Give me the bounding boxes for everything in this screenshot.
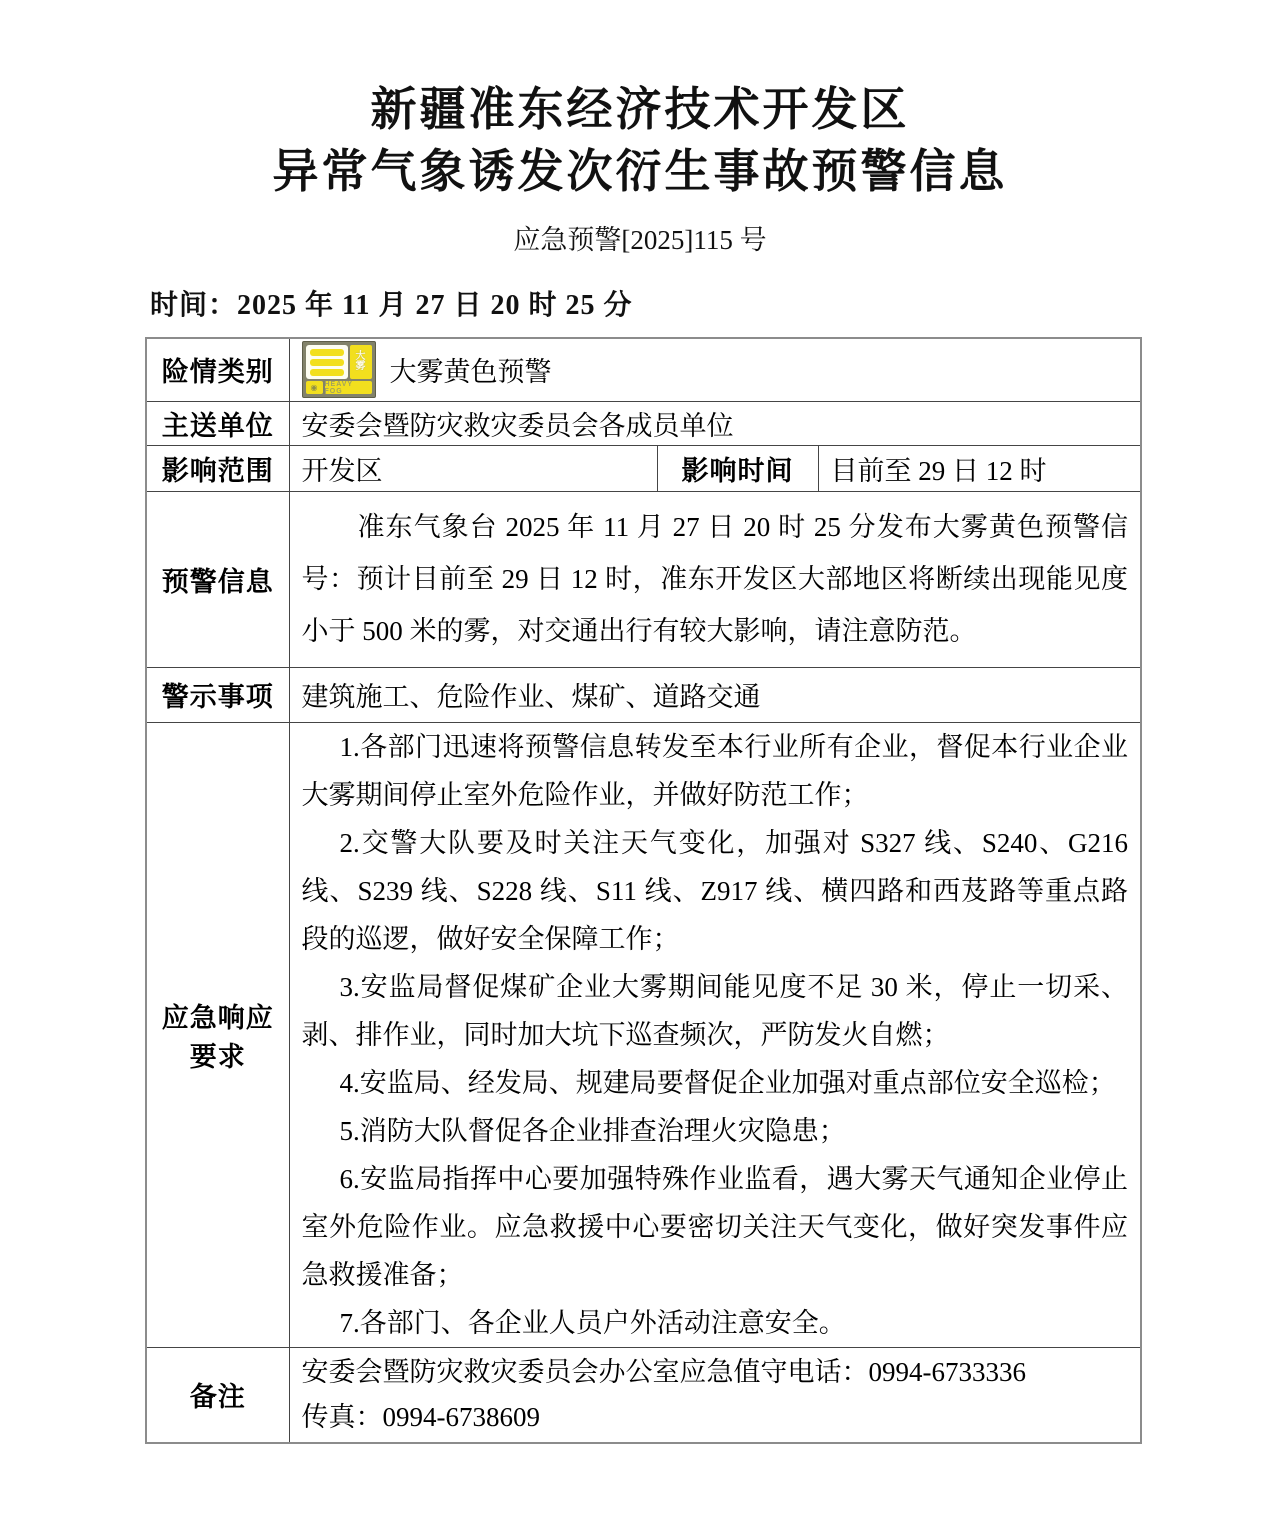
warning-items-value: 建筑施工、危险作业、煤矿、道路交通 <box>289 667 1141 722</box>
table-row <box>146 401 1141 445</box>
remarks-phone: 安委会暨防灾救灾委员会办公室应急值守电话：0994-6733336 <box>301 1356 1026 1387</box>
impact-time-label: 影响时间 <box>657 445 818 491</box>
warning-info-text: 准东气象台 2025 年 11 月 27 日 20 时 25 分发布大雾黄色预警信号：预计目前至 29 日 12 时，准东开发区大部地区将断续出现能见度小于 500 米的雾，对交通出行有较大影响，请注意防范。 <box>301 512 1129 646</box>
table-row <box>146 445 1141 491</box>
fog-symbol <box>306 345 348 379</box>
table-row <box>146 667 1141 722</box>
risk-type-value: 大雾黄色预警 <box>389 357 552 388</box>
cma-emblem-icon: ◉ <box>306 381 323 394</box>
response-item: 3.安监局督促煤矿企业大雾期间能见度不足 30 米，停止一切采、剥、排作业，同时加大坑下巡查频次，严防发火自燃； <box>301 971 1129 1050</box>
fog-icon-label: 大 雾 <box>350 345 372 379</box>
warning-info-cell <box>289 491 1141 667</box>
response-item: 1.各部门迅速将预警信息转发至本行业所有企业，督促本行业企业大雾期间停止室外危险作业，并做好防范工作； <box>301 731 1129 810</box>
warning-items-label: 警示事项 <box>146 667 289 722</box>
document-title-line2: 异常气象诱发次衍生事故预警信息 <box>272 145 1008 197</box>
table-row <box>146 491 1141 667</box>
remarks-cell <box>289 1347 1141 1443</box>
fog-yellow-warning-icon <box>302 341 376 398</box>
response-item: 5.消防大队督促各企业排查治理火灾隐患； <box>339 1115 846 1146</box>
remarks-fax: 传真：0994-6738609 <box>301 1401 540 1432</box>
warning-info-label: 预警信息 <box>146 491 289 667</box>
fog-icon-footer <box>306 381 372 394</box>
response-item: 4.安监局、经发局、规建局要督促企业加强对重点部位安全巡检； <box>339 1067 1116 1098</box>
issue-time: 时间：2025 年 11 月 27 日 20 时 25 分 <box>150 290 633 321</box>
table-row <box>146 338 1141 401</box>
response-requirements-cell <box>289 722 1141 1347</box>
response-item: 6.安监局指挥中心要加强特殊作业监看，遇大雾天气通知企业停止室外危险作业。应急救援中心要密切关注天气变化，做好突发事件应急救援准备； <box>301 1163 1129 1290</box>
risk-type-cell <box>289 338 1141 401</box>
risk-type-label: 险情类别 <box>146 338 289 401</box>
response-item: 7.各部门、各企业人员户外活动注意安全。 <box>339 1307 846 1338</box>
document-title-line1: 新疆准东经济技术开发区 <box>370 83 910 135</box>
table-row <box>146 1347 1141 1443</box>
document-number: 应急预警[2025]115 号 <box>513 225 767 255</box>
warning-table <box>145 337 1142 1444</box>
impact-time-value: 目前至 29 日 12 时 <box>818 445 1141 491</box>
response-requirements-label: 应急响应 要求 <box>146 722 289 1347</box>
recipients-label: 主送单位 <box>146 401 289 445</box>
scope-label: 影响范围 <box>146 445 289 491</box>
response-item: 2.交警大队要及时关注天气变化，加强对 S327 线、S240、G216 线、S239 线、S228 线、S11 线、Z917 线、横四路和西芨路等重点路段的巡逻，做好安全保障工作； <box>301 827 1129 954</box>
table-row <box>146 722 1141 1347</box>
remarks-label: 备注 <box>146 1347 289 1443</box>
recipients-value: 安委会暨防灾救灾委员会各成员单位 <box>289 401 1141 445</box>
scope-value: 开发区 <box>289 445 657 491</box>
fog-icon-footer-text: HEAVY FOG <box>325 381 372 394</box>
